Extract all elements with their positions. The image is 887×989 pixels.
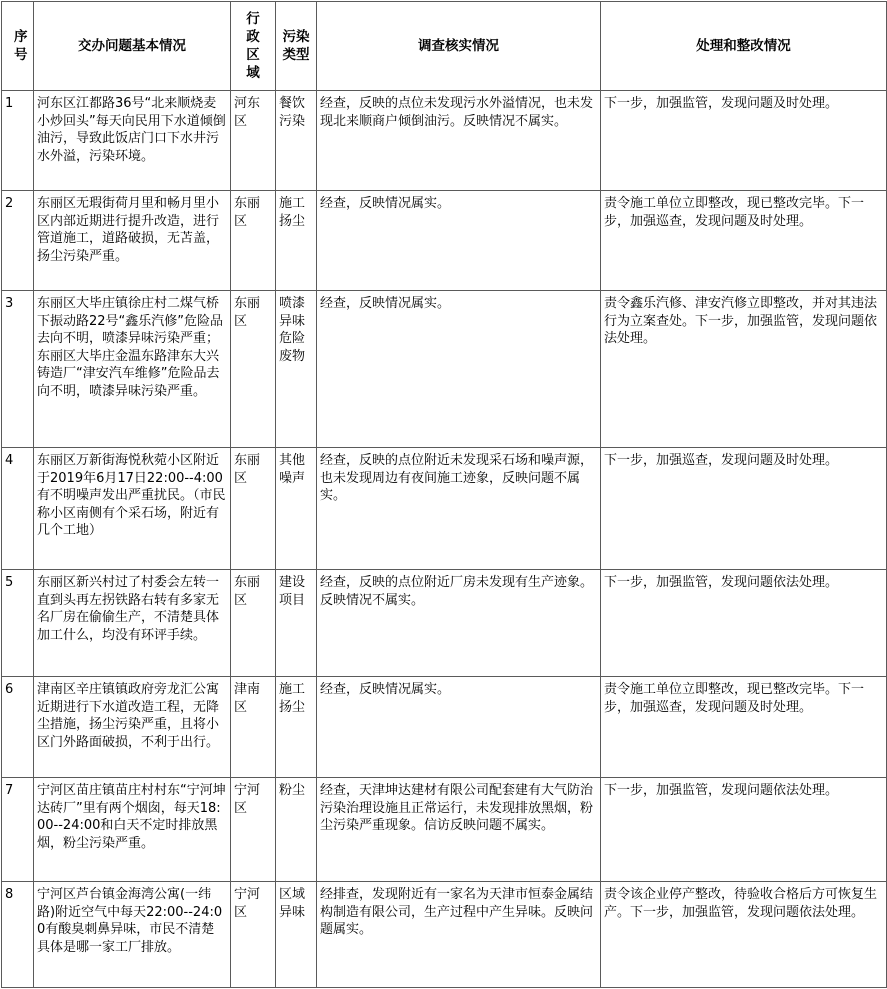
table-row xyxy=(2,882,887,988)
row-investigation: 经查，反映情况属实。 xyxy=(317,191,601,291)
row-pollution: 粉尘 xyxy=(276,778,317,882)
row-handling: 责令施工单位立即整改，现已整改完毕。下一步，加强巡查，发现问题及时处理。 xyxy=(601,677,887,778)
row-district: 津南区 xyxy=(231,677,276,778)
row-index: 7 xyxy=(2,778,34,882)
row-handling: 下一步，加强监管，发现问题及时处理。 xyxy=(601,91,887,191)
row-pollution: 餐饮污染 xyxy=(276,91,317,191)
header-index: 序号 xyxy=(2,2,34,91)
header-row xyxy=(2,2,887,91)
row-problem: 东丽区万新街海悦秋菀小区附近于2019年6月17日22:00--4:00有不明噪声发出严重扰民。（市民称小区南侧有个采石场，附近有几个工地） xyxy=(34,448,231,570)
row-investigation: 经查，反映的点位附近未发现采石场和噪声源，也未发现周边有夜间施工迹象，反映问题不属实。 xyxy=(317,448,601,570)
header-investigation: 调查核实情况 xyxy=(317,2,601,91)
row-investigation: 经查，反映情况属实。 xyxy=(317,291,601,448)
row-index: 6 xyxy=(2,677,34,778)
row-investigation: 经查，天津坤达建材有限公司配套建有大气防治污染治理设施且正常运行，未发现排放黑烟，粉尘污染严重现象。信访反映问题不属实。 xyxy=(317,778,601,882)
row-district: 宁河区 xyxy=(231,778,276,882)
row-handling: 责令施工单位立即整改，现已整改完毕。下一步，加强巡查，发现问题及时处理。 xyxy=(601,191,887,291)
row-problem: 东丽区大毕庄镇徐庄村二煤气桥下振动路22号“鑫乐汽修”危险品去向不明，喷漆异味污染严重；东丽区大毕庄金温东路津东大兴铸造厂“津安汽车维修”危险品去向不明，喷漆异味污染严重。 xyxy=(34,291,231,448)
row-district: 东丽区 xyxy=(231,448,276,570)
row-problem: 东丽区无瑕街荷月里和畅月里小区内部近期进行提升改造，进行管道施工，道路破损，无苫盖，扬尘污染严重。 xyxy=(34,191,231,291)
row-problem: 津南区辛庄镇镇政府旁龙汇公寓近期进行下水道改造工程，无降尘措施，扬尘污染严重，且将小区门外路面破损，不利于出行。 xyxy=(34,677,231,778)
row-district: 宁河区 xyxy=(231,882,276,988)
table-row xyxy=(2,778,887,882)
row-pollution: 其他噪声 xyxy=(276,448,317,570)
row-index: 2 xyxy=(2,191,34,291)
row-pollution: 区域异味 xyxy=(276,882,317,988)
row-district: 东丽区 xyxy=(231,570,276,677)
header-handling: 处理和整改情况 xyxy=(601,2,887,91)
row-investigation: 经查，反映的点位未发现污水外溢情况，也未发现北来顺商户倾倒油污。反映情况不属实。 xyxy=(317,91,601,191)
row-index: 8 xyxy=(2,882,34,988)
row-investigation: 经排查，发现附近有一家名为天津市恒泰金属结构制造有限公司，生产过程中产生异味。反映问题属实。 xyxy=(317,882,601,988)
row-problem: 东丽区新兴村过了村委会左转一直到头再左拐铁路右转有多家无名厂房在偷偷生产，不清楚具体加工什么，均没有环评手续。 xyxy=(34,570,231,677)
table-row xyxy=(2,291,887,448)
row-handling: 下一步，加强监管，发现问题依法处理。 xyxy=(601,570,887,677)
row-index: 1 xyxy=(2,91,34,191)
row-district: 东丽区 xyxy=(231,291,276,448)
row-problem: 河东区江都路36号“北来顺烧麦小炒回头”每天向民用下水道倾倒油污，导致此饭店门口下水井污水外溢，污染环境。 xyxy=(34,91,231,191)
table-row xyxy=(2,677,887,778)
row-investigation: 经查，反映情况属实。 xyxy=(317,677,601,778)
row-index: 3 xyxy=(2,291,34,448)
row-problem: 宁河区芦台镇金海湾公寓(一纬路)附近空气中每天22:00--24:00有酸臭刺鼻异味，市民不清楚具体是哪一家工厂排放。 xyxy=(34,882,231,988)
table-row xyxy=(2,570,887,677)
row-pollution: 施工扬尘 xyxy=(276,677,317,778)
row-district: 河东区 xyxy=(231,91,276,191)
table-row xyxy=(2,448,887,570)
row-handling: 责令鑫乐汽修、津安汽修立即整改，并对其违法行为立案查处。下一步，加强监管，发现问题依法处理。 xyxy=(601,291,887,448)
header-pollution: 污染类型 xyxy=(276,2,317,91)
row-handling: 下一步，加强监管，发现问题依法处理。 xyxy=(601,778,887,882)
table-row xyxy=(2,191,887,291)
row-index: 4 xyxy=(2,448,34,570)
row-district: 东丽区 xyxy=(231,191,276,291)
row-investigation: 经查，反映的点位附近厂房未发现有生产迹象。反映情况不属实。 xyxy=(317,570,601,677)
row-pollution: 喷漆异味危险废物 xyxy=(276,291,317,448)
row-problem: 宁河区苗庄镇苗庄村村东“宁河坤达砖厂”里有两个烟囱，每天18:00--24:00和白天不定时排放黑烟，粉尘污染严重。 xyxy=(34,778,231,882)
complaint-table xyxy=(1,1,887,988)
header-district: 行政区域 xyxy=(231,2,276,91)
row-pollution: 建设项目 xyxy=(276,570,317,677)
row-pollution: 施工扬尘 xyxy=(276,191,317,291)
header-problem: 交办问题基本情况 xyxy=(34,2,231,91)
table-row xyxy=(2,91,887,191)
row-index: 5 xyxy=(2,570,34,677)
row-handling: 下一步，加强巡查，发现问题及时处理。 xyxy=(601,448,887,570)
row-handling: 责令该企业停产整改，待验收合格后方可恢复生产。下一步，加强监管，发现问题依法处理。 xyxy=(601,882,887,988)
